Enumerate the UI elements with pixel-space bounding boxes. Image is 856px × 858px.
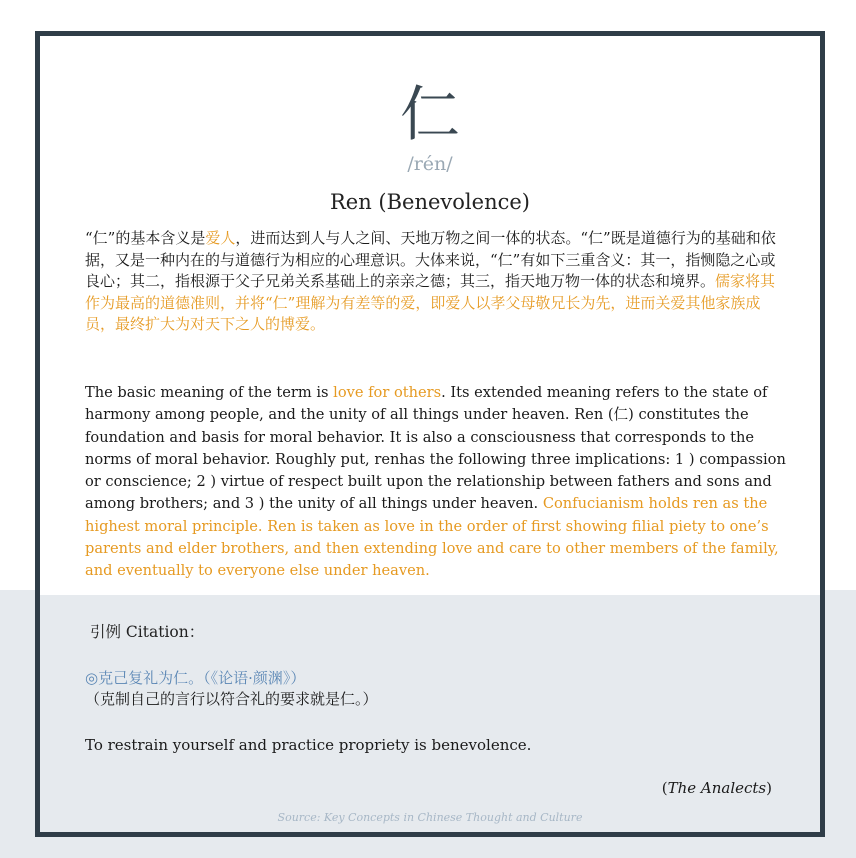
term-title: Ren (Benevolence): [329, 190, 530, 214]
chinese-highlight: 儒家将其作为最高的道德准则，并将“仁”理解为有差等的爱，即爱人以孝父母敬兄长为先，进而关爱其他家族成员，最终扩大为对天下之人的博爱。: [85, 272, 776, 334]
english-definition: [85, 382, 787, 583]
source-paren-close: ): [766, 779, 772, 797]
english-text: . Its extended meaning refers to the state of harmony among people, and the unity of all things under heaven. Ren (仁) constitutes the foundation and basis for moral behavior. It is also a consciousness that corresponds to the norms of moral behavior. Roughly put, renhas the following three implications: 1 ) compassion or conscience; 2 ) virtue of respect built upon the relationship between fathers and sons and among brothers; and 3 ) the unity of all things under heaven.: [85, 384, 786, 513]
source-title: The Analects: [667, 779, 767, 797]
chinese-highlight: 爱人: [205, 229, 236, 247]
citation-quote: ◎克己复礼为仁。（《论语·颜渊》）: [85, 669, 306, 687]
definition-panel: [40, 36, 820, 595]
chinese-text: ，进而达到人与人之间、天地万物之间一体的状态。“仁”既是道德行为的基础和依据，又是一种内在的与道德行为相应的心理意识。大体来说，“仁”有如下三重含义：其一，指恻隐之心或良心；其二，指根源于父子兄弟关系基础上的亲亲之德；其三，指天地万物一体的状态和境界。: [85, 229, 776, 291]
card-frame: [35, 31, 825, 837]
term-pinyin: /rén/: [407, 153, 453, 175]
chinese-definition: [85, 228, 785, 336]
source-paren-open: (: [661, 779, 668, 797]
term-character: 仁: [400, 80, 460, 150]
chinese-text: “仁”的基本含义是: [85, 229, 206, 247]
english-highlight: love for others: [333, 384, 442, 401]
english-highlight: Confucianism holds ren as the highest moral principle. Ren is taken as love in the order of first showing filial piety to one’s parents and elder brothers, and then extending love and care to other members of the family, and eventually to everyone else under heaven.: [85, 495, 779, 580]
source-credit: Source: Key Concepts in Chinese Thought and Culture: [277, 811, 583, 824]
citation-source: [662, 777, 772, 799]
citation-english: To restrain yourself and practice propriety is benevolence.: [85, 736, 532, 754]
english-text: The basic meaning of the term is: [85, 384, 334, 401]
citation-heading: 引例 Citation：: [90, 623, 205, 641]
citation-paraphrase: （克制自己的言行以符合礼的要求就是仁。）: [85, 690, 378, 708]
